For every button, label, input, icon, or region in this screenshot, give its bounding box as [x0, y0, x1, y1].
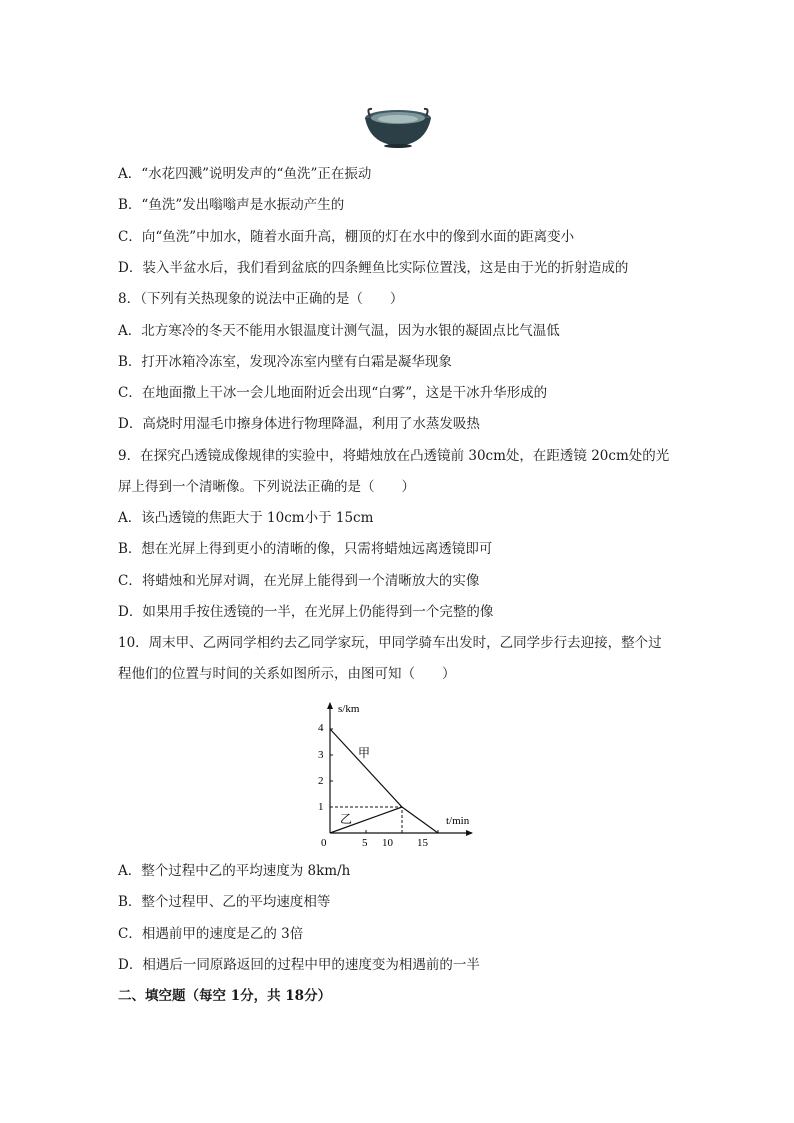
x-axis-label: t/min — [446, 815, 470, 827]
position-time-graph — [310, 695, 480, 850]
y-tick-label-1: 1 — [318, 801, 324, 813]
q9-option-c: C．将蜡烛和光屏对调，在光屏上能得到一个清晰放大的实像 — [118, 573, 480, 589]
q10-option-d: D．相遇后一同原路返回的过程中甲的速度变为相遇前的一半 — [118, 957, 480, 973]
y-tick-label-3: 3 — [318, 749, 324, 761]
q8-option-c: C．在地面撒上干冰一会儿地面附近会出现“白雾”，这是干冰升华形成的 — [118, 385, 548, 401]
q8-stem: 8．（下列有关热现象的说法中正确的是（ ） — [118, 291, 404, 307]
series-yi-label: 乙 — [340, 812, 353, 826]
q9-stem-line1: 9．在探究凸透镜成像规律的实验中，将蜡烛放在凸透镜前 30cm处，在距透镜 20cm处的光 — [118, 448, 670, 464]
q10-option-b: B．整个过程甲、乙的平均速度相等 — [118, 894, 331, 910]
q10-stem-line2: 程他们的位置与时间的关系如图所示，由图可知（ ） — [118, 666, 456, 682]
x-tick-label-0: 0 — [321, 837, 327, 849]
y-tick-label-4: 4 — [318, 722, 324, 734]
q8-option-d: D．高烧时用湿毛巾擦身体进行物理降温，利用了水蒸发吸热 — [118, 416, 480, 432]
section2-title: 二、填空题（每空 1分，共 18分） — [118, 988, 332, 1004]
y-axis-label: s/km — [338, 703, 360, 715]
x-tick-label-15: 15 — [417, 837, 428, 849]
q7-option-a: A．“水花四溅”说明发声的“鱼洗”正在振动 — [118, 166, 372, 182]
series-jia-label: 甲 — [358, 746, 371, 760]
y-tick-label-2: 2 — [318, 775, 324, 787]
q9-stem-line2: 屏上得到一个清晰像。下列说法正确的是（ ） — [118, 479, 415, 495]
x-tick-label-5: 5 — [362, 837, 368, 849]
q7-option-d: D．装入半盆水后，我们看到盆底的四条鲤鱼比实际位置浅，这是由于光的折射造成的 — [118, 260, 629, 276]
q10-option-a: A．整个过程中乙的平均速度为 8km/h — [118, 863, 351, 879]
q8-option-a: A．北方寒冷的冬天不能用水银温度计测气温，因为水银的凝固点比气温低 — [118, 323, 560, 339]
q9-option-b: B．想在光屏上得到更小的清晰的像，只需将蜡烛远离透镜即可 — [118, 541, 493, 557]
q7-option-c: C．向“鱼洗”中加水，随着水面升高，棚顶的灯在水中的像到水面的距离变小 — [118, 229, 575, 245]
q9-option-a: A．该凸透镜的焦距大于 10cm小于 15cm — [118, 510, 374, 526]
q9-option-d: D．如果用手按住透镜的一半，在光屏上仍能得到一个完整的像 — [118, 604, 494, 620]
x-tick-label-10: 10 — [382, 837, 393, 849]
q7-option-b: B．“鱼洗”发出嗡嗡声是水振动产生的 — [118, 197, 345, 213]
fish-wash-basin-image — [362, 104, 434, 150]
q8-option-b: B．打开冰箱冷冻室，发现冷冻室内壁有白霜是凝华现象 — [118, 354, 452, 370]
q10-option-c: C．相遇前甲的速度是乙的 3倍 — [118, 926, 304, 942]
q10-stem-line1: 10．周末甲、乙两同学相约去乙同学家玩，甲同学骑车出发时，乙同学步行去迎接，整个过 — [118, 635, 662, 651]
